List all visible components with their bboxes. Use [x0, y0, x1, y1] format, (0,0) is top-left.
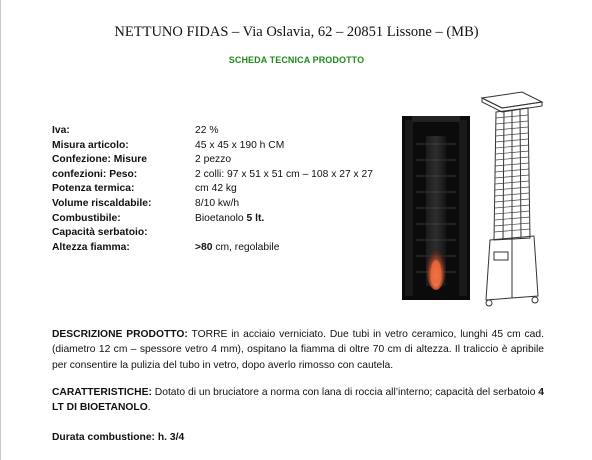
fuel-quantity: 5 lt. [246, 212, 265, 224]
spec-label: confezioni: Peso: [52, 168, 138, 180]
features-text-1: Dotato di un bruciatore a norma con lana di roccia all’interno; capacità del serbatoio [151, 387, 539, 398]
spec-value: 22 % [195, 125, 219, 136]
combustion-duration: Durata combustione: h. 3/4 [52, 432, 185, 443]
fuel-type: Bioetanolo [195, 212, 244, 224]
spec-value [195, 212, 264, 227]
heater-photo-graphic [402, 116, 470, 300]
features-label: CARATTERISTICHE: [52, 387, 152, 398]
spec-label: Altezza fiamma: [52, 241, 130, 253]
section-title: SCHEDA TECNICA PRODOTTO [228, 55, 365, 65]
spec-label: Volume riscaldabile: [52, 197, 152, 209]
heater-line-drawing [472, 88, 550, 310]
heater-photo [402, 116, 470, 300]
spec-label: Combustibile: [52, 212, 121, 224]
spec-label: Potenza termica: [52, 183, 135, 195]
product-features [52, 385, 544, 416]
product-description [52, 327, 544, 373]
spec-value: cm 42 kg [195, 183, 237, 195]
spec-value: 2 pezzo [195, 154, 232, 166]
spec-value: 8/10 kw/h [195, 197, 240, 209]
spec-value: 2 colli: 97 x 51 x 51 cm – 108 x 27 x 27 [195, 168, 374, 180]
features-text-2: . [147, 402, 151, 414]
description-label: DESCRIZIONE PRODOTTO: [52, 329, 188, 340]
description-text: TORRE in acciaio verniciato. Due tubi in vetro ceramico, lunghi 45 cm cad. (diametro 12 cm – spessore vetro 4 mm), ospitano la fiamma di oltre 70 cm di altezza. Il traliccio è apribile per consentire la pulizia del tubo in vetro, dopo averlo rimosso con cautela. [52, 329, 544, 371]
spec-label: Capacità serbatoio: [52, 227, 148, 239]
flame-height-bold: >80 [195, 241, 213, 253]
heater-drawing-graphic [472, 88, 550, 310]
spec-label: Iva: [52, 125, 70, 136]
flame-height-rest: cm, regolabile [212, 241, 280, 253]
spec-value [195, 241, 279, 256]
spec-value: 45 x 45 x 190 h CM [195, 139, 285, 151]
company-header: NETTUNO FIDAS – Via Oslavia, 62 – 20851 Lissone – (MB) [114, 24, 479, 40]
spec-label: Confezione: Misure [52, 154, 147, 166]
spec-label: Misura articolo: [52, 139, 129, 151]
features-bold: 4 LT DI BIOETANOLO [52, 387, 545, 414]
